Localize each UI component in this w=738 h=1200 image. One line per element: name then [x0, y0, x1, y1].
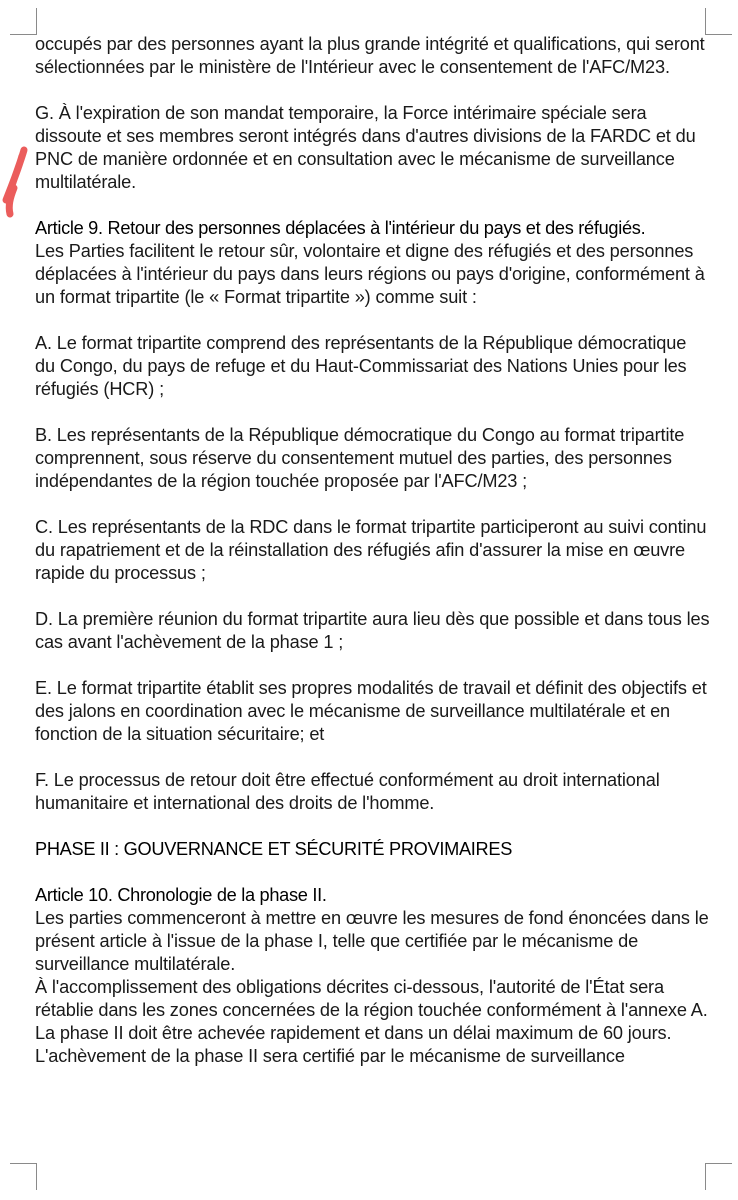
- article-9-heading: Article 9. Retour des personnes déplacées à l'intérieur du pays et des réfugiés.: [35, 218, 646, 238]
- page-corner-mark-bottom-left: [10, 1163, 37, 1190]
- paragraph-g: G. À l'expiration de son mandat temporaire, la Force intérimaire spéciale sera dissoute et ses membres seront intégrés dans d'autres divisions de la FARDC et du PNC de manière ordonnée et en consultation avec le mécanisme de surveillance multilatérale.: [35, 103, 696, 192]
- phase-2-heading: PHASE II : GOUVERNANCE ET SÉCURITÉ PROVIMAIRES: [35, 839, 513, 859]
- article-9-intro: Les Parties facilitent le retour sûr, volontaire et digne des réfugiés et des personnes déplacées à l'intérieur du pays dans leurs régions ou pays d'origine, conformément à un format tripartite (le « Format tripartite ») comme suit :: [35, 241, 705, 307]
- paragraph-e: E. Le format tripartite établit ses propres modalités de travail et définit des objectifs et des jalons en coordination avec le mécanisme de surveillance multilatérale et en fonction de la situation sécuritaire; et: [35, 678, 707, 744]
- article-10-paragraph-2: À l'accomplissement des obligations décrites ci-dessous, l'autorité de l'État sera rétablie dans les zones concernées de la région touchée conformément à l'annexe A.: [35, 977, 708, 1020]
- paragraph-b: B. Les représentants de la République démocratique du Congo au format tripartite comprennent, sous réserve du consentement mutuel des parties, des personnes indépendantes de la région touchée proposée par l'AFC/M23 ;: [35, 425, 685, 491]
- page-corner-mark-bottom-right: [705, 1163, 732, 1190]
- article-10-paragraph-3: La phase II doit être achevée rapidement et dans un délai maximum de 60 jours.: [35, 1023, 672, 1043]
- paragraph-f: F. Le processus de retour doit être effectué conformément au droit international humanitaire et international des droits de l'homme.: [35, 770, 660, 813]
- article-10-heading: Article 10. Chronologie de la phase II.: [35, 885, 327, 905]
- red-highlight-mark: [0, 140, 32, 220]
- page-corner-mark-top-left: [10, 8, 37, 35]
- article-10-paragraph-1: Les parties commenceront à mettre en œuvre les mesures de fond énoncées dans le présent article à l'issue de la phase I, telle que certifiée par le mécanisme de surveillance multilatérale.: [35, 908, 709, 974]
- article-10-paragraph-4: L'achèvement de la phase II sera certifié par le mécanisme de surveillance: [35, 1046, 625, 1066]
- paragraph-c: C. Les représentants de la RDC dans le format tripartite participeront au suivi continu du rapatriement et de la réinstallation des réfugiés afin d'assurer la mise en œuvre rapide du processus ;: [35, 517, 707, 583]
- paragraph-d: D. La première réunion du format tripartite aura lieu dès que possible et dans tous les cas avant l'achèvement de la phase 1 ;: [35, 609, 710, 652]
- page-corner-mark-top-right: [705, 8, 732, 35]
- paragraph-continuation: occupés par des personnes ayant la plus grande intégrité et qualifications, qui seront sélectionnées par le ministère de l'Intérieur avec le consentement de l'AFC/M23.: [35, 34, 705, 77]
- paragraph-a: A. Le format tripartite comprend des représentants de la République démocratique du Congo, du pays de refuge et du Haut-Commissariat des Nations Unies pour les réfugiés (HCR) ;: [35, 333, 687, 399]
- document-body: [35, 33, 711, 1068]
